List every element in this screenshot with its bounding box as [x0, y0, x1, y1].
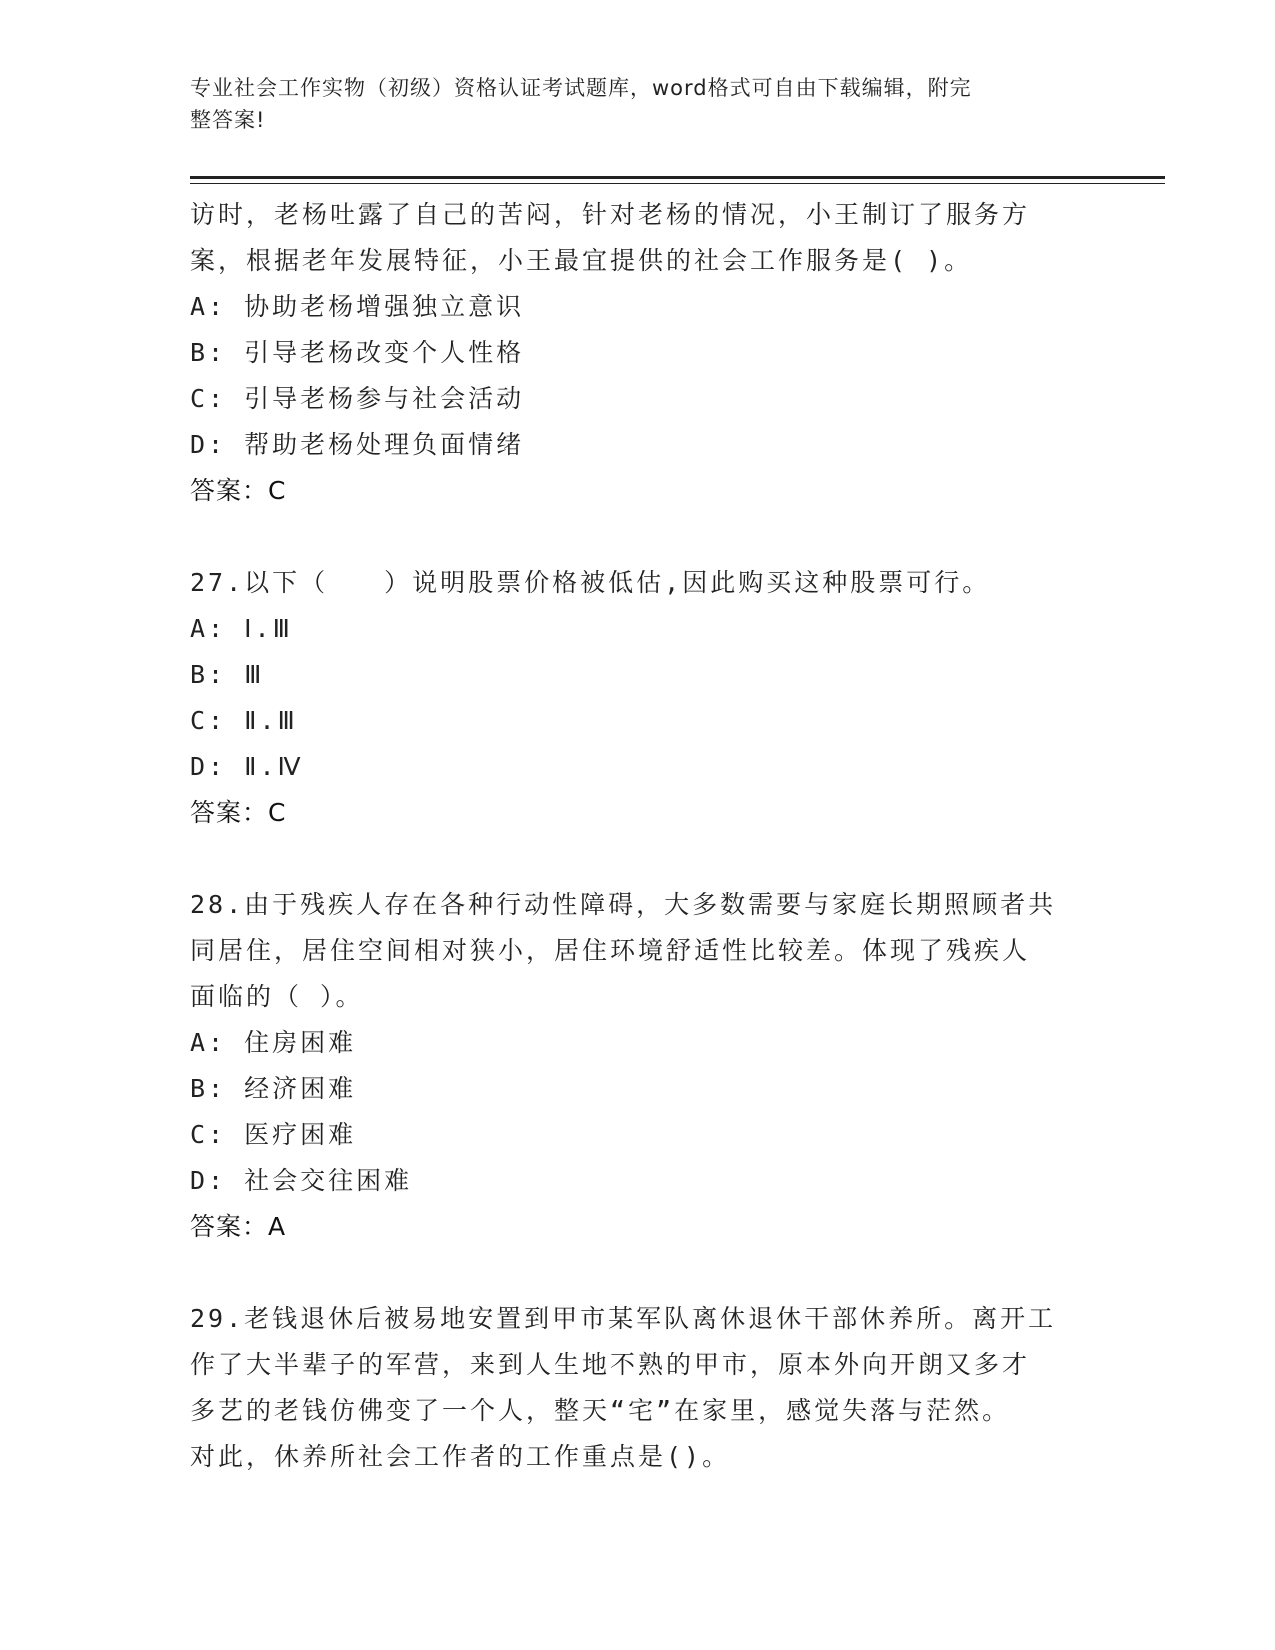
- option-d: D: 帮助老杨处理负面情绪: [190, 430, 525, 459]
- option-c: C: Ⅱ.Ⅲ: [190, 706, 298, 735]
- question-stem-line: 案，根据老年发展特征，小王最宜提供的社会工作服务是( )。: [190, 246, 973, 275]
- question-stem-line: 对此，休养所社会工作者的工作重点是()。: [190, 1442, 731, 1471]
- option-c: C: 医疗困难: [190, 1120, 357, 1149]
- question-stem-line: 28.由于残疾人存在各种行动性障碍，大多数需要与家庭长期照顾者共: [190, 890, 1057, 919]
- answer-line: 答案：C: [190, 798, 287, 827]
- answer-line: 答案：C: [190, 476, 287, 505]
- header-line-2: 整答案!: [190, 108, 266, 132]
- header-line-1: 专业社会工作实物（初级）资格认证考试题库，word格式可自由下载编辑，附完: [190, 76, 972, 100]
- question-27: [190, 560, 1080, 836]
- question-stem-line: 面临的（ ）。: [190, 982, 364, 1011]
- question-stem-line: 同居住，居住空间相对狭小，居住环境舒适性比较差。体现了残疾人: [190, 936, 1031, 965]
- question-spacer: [190, 836, 1080, 882]
- option-c: C: 引导老杨参与社会活动: [190, 384, 525, 413]
- question-stem-line: 29.老钱退休后被易地安置到甲市某军队离休退休干部休养所。离开工: [190, 1304, 1057, 1333]
- question-28: [190, 882, 1080, 1250]
- question-stem-line: 多艺的老钱仿佛变了一个人，整天“宅”在家里，感觉失落与茫然。: [190, 1396, 1011, 1425]
- question-stem-line: 27.以下（ ）说明股票价格被低估,因此购买这种股票可行。: [190, 568, 991, 597]
- option-a: A: 协助老杨增强独立意识: [190, 292, 525, 321]
- document-header: [190, 72, 1070, 136]
- question-stem-line: 访时，老杨吐露了自己的苦闷，针对老杨的情况，小王制订了服务方: [190, 200, 1031, 229]
- header-divider-thin: [190, 183, 1165, 184]
- option-b: B: Ⅲ: [190, 660, 265, 689]
- option-d: D: Ⅱ.Ⅳ: [190, 752, 304, 781]
- answer-line: 答案：A: [190, 1212, 287, 1241]
- header-divider-thick: [190, 176, 1165, 179]
- option-b: B: 经济困难: [190, 1074, 357, 1103]
- option-a: A: 住房困难: [190, 1028, 357, 1057]
- question-spacer: [190, 514, 1080, 560]
- option-d: D: 社会交往困难: [190, 1166, 413, 1195]
- question-spacer: [190, 1250, 1080, 1296]
- question-29: [190, 1296, 1080, 1480]
- option-a: A: Ⅰ.Ⅲ: [190, 614, 293, 643]
- question-list: [190, 192, 1080, 1480]
- option-b: B: 引导老杨改变个人性格: [190, 338, 525, 367]
- question-stem-line: 作了大半辈子的军营，来到人生地不熟的甲市，原本外向开朗又多才: [190, 1350, 1031, 1379]
- question-26: [190, 192, 1080, 514]
